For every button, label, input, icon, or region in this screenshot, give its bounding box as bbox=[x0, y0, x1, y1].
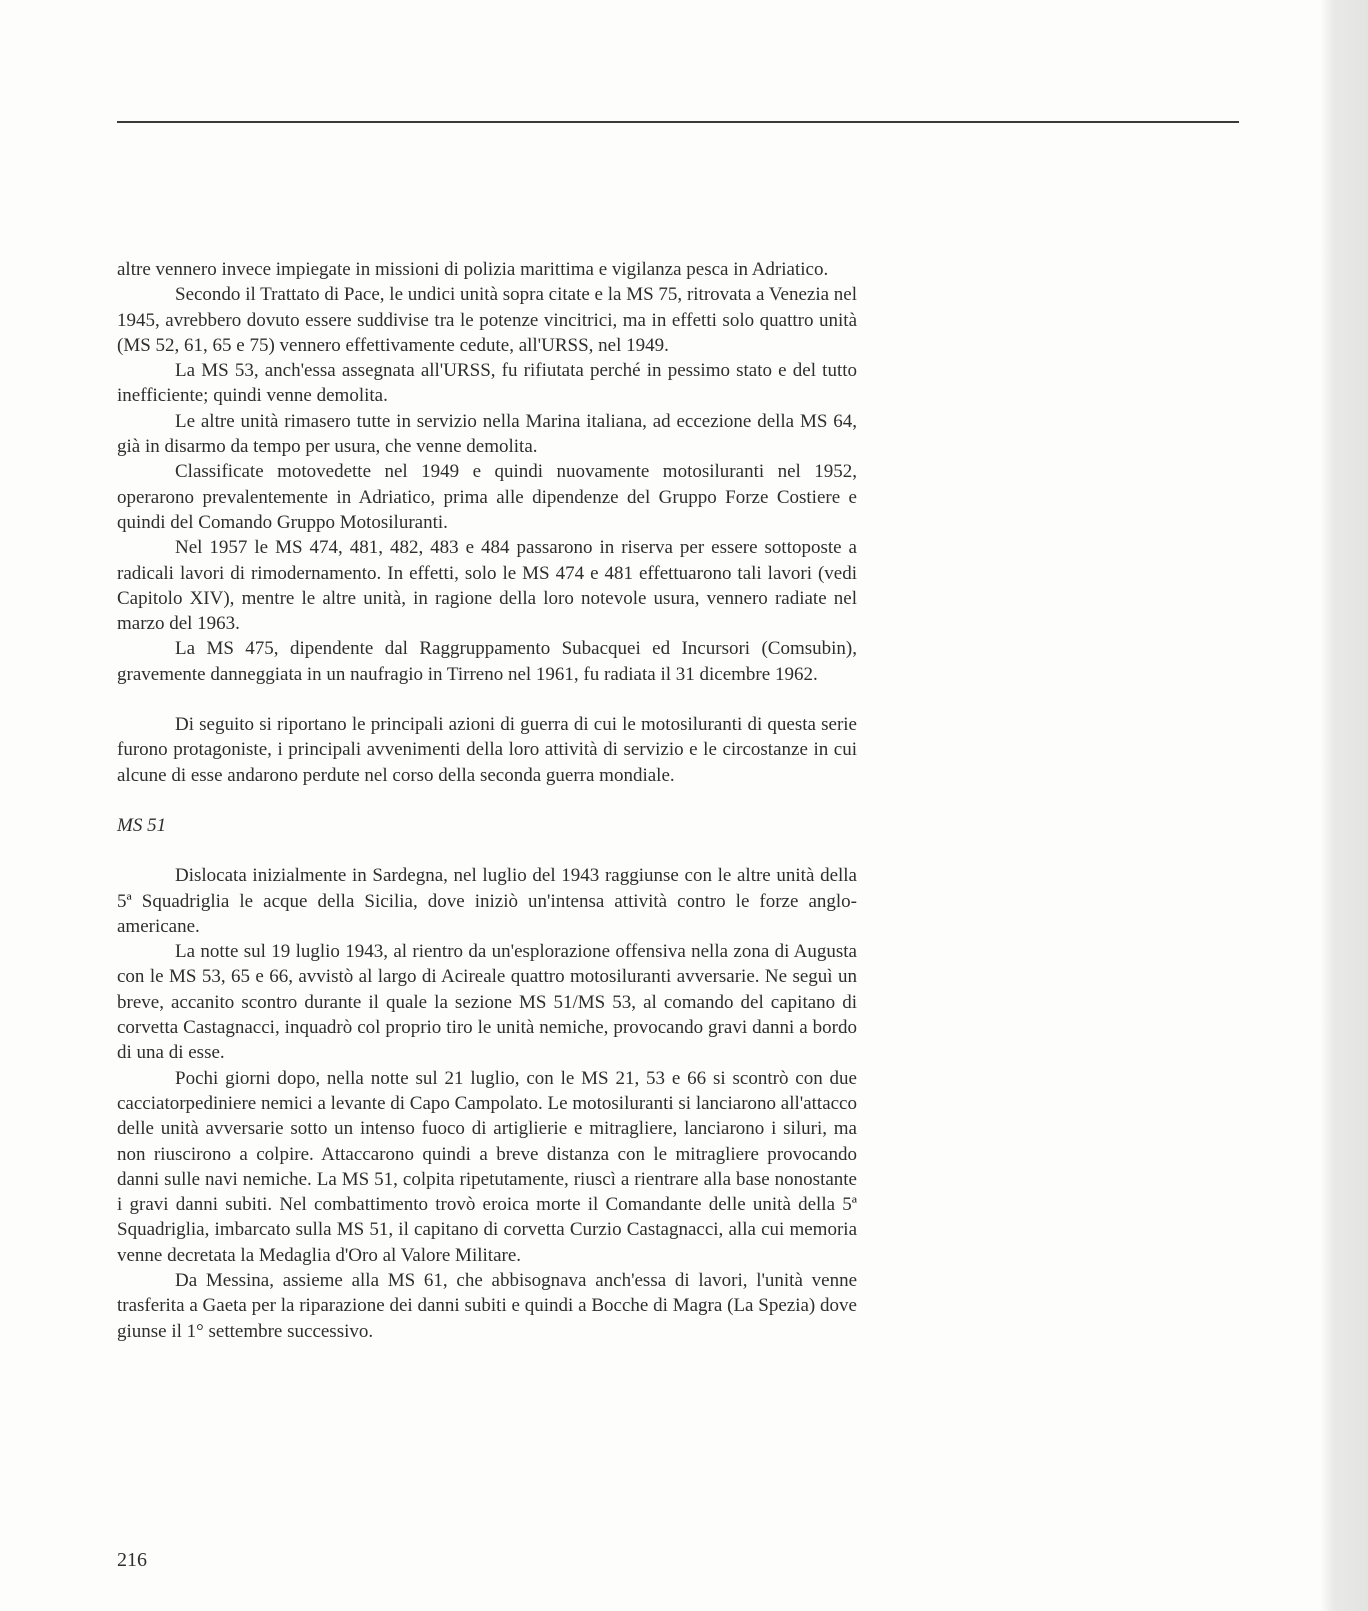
paragraph-gap bbox=[117, 687, 857, 712]
paragraph: Nel 1957 le MS 474, 481, 482, 483 e 484 passarono in riserva per essere sottoposte a radicali lavori di rimodernamento. In effetti, solo le MS 474 e 481 effettuarono tali lavori (vedi Capitolo XIV), mentre le altre unità, in ragione della loro notevole usura, vennero radiate nel marzo del 1963. bbox=[117, 537, 857, 635]
paragraph: La notte sul 19 luglio 1943, al rientro da un'esplorazione offensiva nella zona di Augusta con le MS 53, 65 e 66, avvistò al largo di Acireale quattro motosiluranti avversarie. Ne seguì un breve, accanito scontro durante il quale la sezione MS 51/MS 53, al comando del capitano di corvetta Castagnacci, inquadrò col proprio tiro le unità nemiche, provocando gravi danni a bordo di una di esse. bbox=[117, 941, 857, 1064]
body-text bbox=[117, 257, 857, 1344]
paragraph-gap bbox=[117, 788, 857, 813]
paragraph: Classificate motovedette nel 1949 e quindi nuovamente motosiluranti nel 1952, operarono prevalentemente in Adriatico, prima alle dipendenze del Gruppo Forze Costiere e quindi del Comando Gruppo Motosiluranti. bbox=[117, 461, 857, 533]
paragraph: altre vennero invece impiegate in missioni di polizia marittima e vigilanza pesca in Adriatico. bbox=[117, 259, 829, 280]
paragraph: La MS 475, dipendente dal Raggruppamento Subacquei ed Incursori (Comsubin), gravemente danneggiata in un naufragio in Tirreno nel 1961, fu radiata il 31 dicembre 1962. bbox=[117, 638, 857, 685]
header-rule bbox=[117, 121, 1239, 123]
paragraph: Pochi giorni dopo, nella notte sul 21 luglio, con le MS 21, 53 e 66 si scontrò con due cacciatorpediniere nemici a levante di Capo Campolato. Le motosiluranti si lanciarono all'attacco delle unità avversarie sotto un intenso fuoco di artiglierie e mitragliere, lanciarono i siluri, ma non riuscirono a colpire. Attaccarono quindi a breve distanza con le mitragliere provocando danni sulle navi nemiche. La MS 51, colpita ripetutamente, riuscì a rientrare alla base nonostante i gravi danni subiti. Nel combattimento trovò eroica morte il Comandante delle unità della 5ª Squadriglia, imbarcato sulla MS 51, il capitano di corvetta Curzio Castagnacci, alla cui memoria venne decretata la Medaglia d'Oro al Valore Militare. bbox=[117, 1067, 857, 1266]
paragraph: Di seguito si riportano le principali azioni di guerra di cui le motosiluranti di questa serie furono protagoniste, i principali avvenimenti della loro attività di servizio e le circostanze in cui alcune di esse andarono perdute nel corso della seconda guerra mondiale. bbox=[117, 714, 857, 786]
page-number: 216 bbox=[117, 1549, 147, 1571]
paragraph: La MS 53, anch'essa assegnata all'URSS, fu rifiutata perché in pessimo stato e del tutto inefficiente; quindi venne demolita. bbox=[117, 360, 857, 407]
paragraph: Le altre unità rimasero tutte in servizio nella Marina italiana, ad eccezione della MS 64, già in disarmo da tempo per usura, che venne demolita. bbox=[117, 410, 857, 458]
section-heading: MS 51 bbox=[117, 814, 167, 836]
paragraph: Secondo il Trattato di Pace, le undici unità sopra citate e la MS 75, ritrovata a Venezia nel 1945, avrebbero dovuto essere suddivise tra le potenze vincitrici, ma in effetti solo quattro unità (MS 52, 61, 65 e 75) vennero effettivamente cedute, all'URSS, nel 1949. bbox=[117, 284, 857, 356]
paragraph: Dislocata inizialmente in Sardegna, nel luglio del 1943 raggiunse con le altre unità della 5ª Squadriglia le acque della Sicilia, dove iniziò un'intensa attività contro le forze anglo-americane. bbox=[117, 865, 857, 937]
paragraph-gap bbox=[117, 838, 857, 863]
paragraph: Da Messina, assieme alla MS 61, che abbisognava anch'essa di lavori, l'unità venne trasferita a Gaeta per la riparazione dei danni subiti e quindi a Bocche di Magra (La Spezia) dove giunse il 1° settembre successivo. bbox=[117, 1269, 857, 1342]
